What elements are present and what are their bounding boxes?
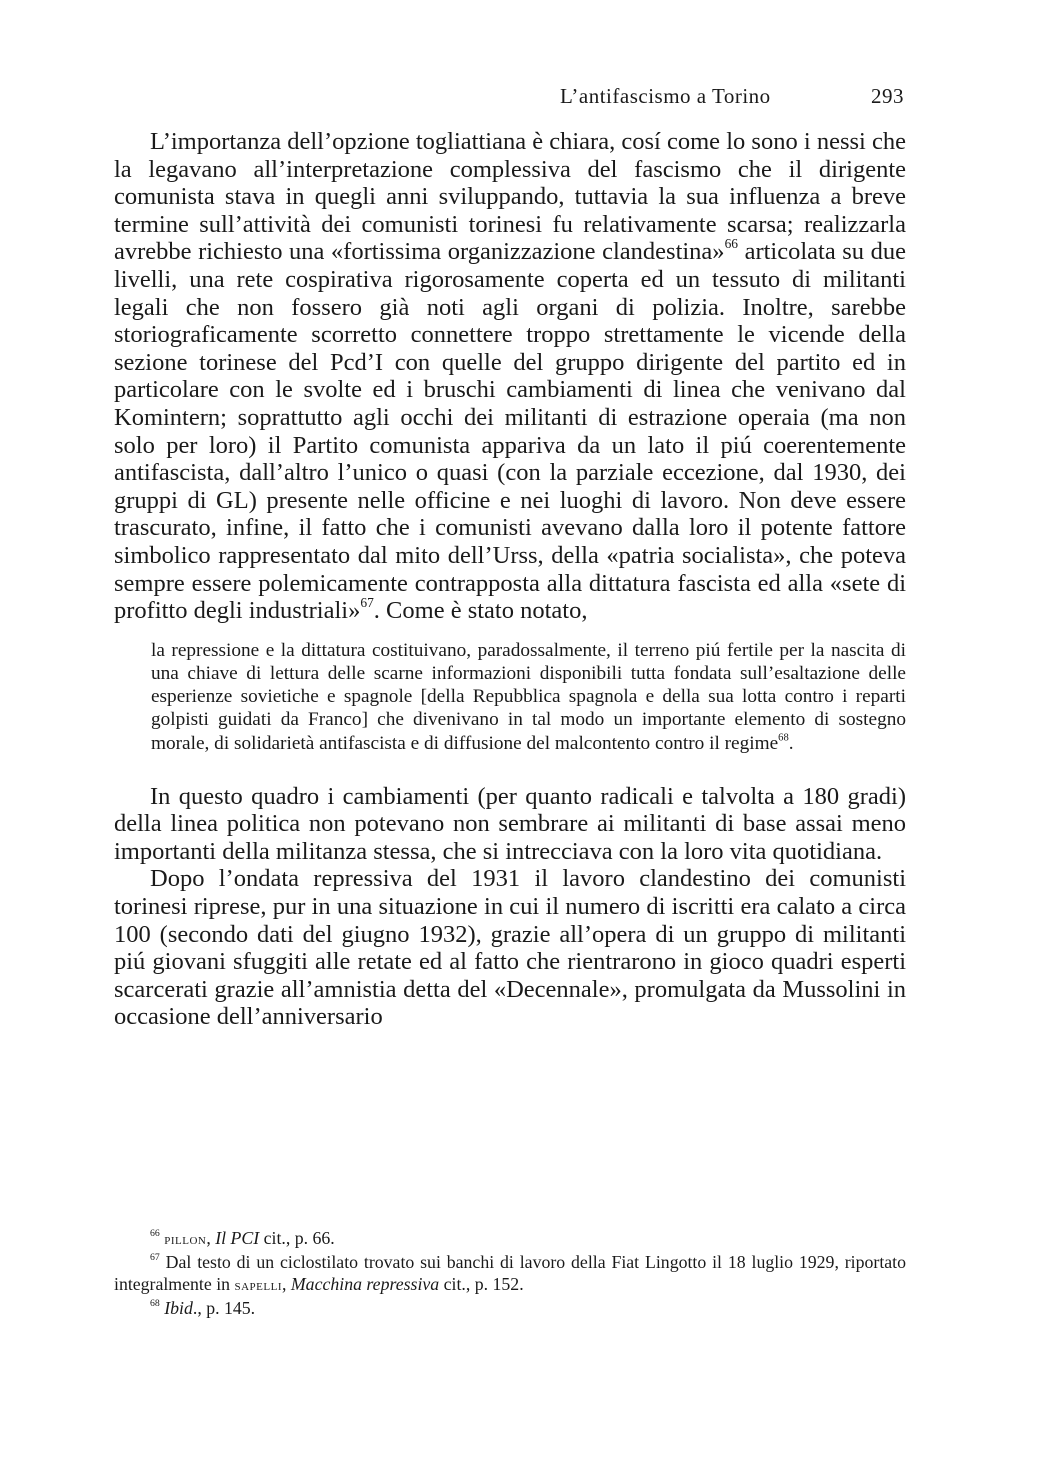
footnote-text: ., p. 145. (192, 1297, 256, 1318)
footnote-title: Ibid (164, 1297, 193, 1318)
footnote-number: 66 (150, 1228, 160, 1240)
footnote-number: 68 (150, 1297, 160, 1309)
footnote (114, 1227, 906, 1251)
paragraph-text: . Come è stato notato, (373, 597, 588, 625)
page-number: 293 (871, 84, 904, 108)
body-paragraph: In questo quadro i cambiamenti (per quanto radicali e talvolta a 180 gradi) della linea politica non potevano non sembrare ai militanti di base assai meno importanti della militanza stessa, che si intrecciava con la loro vita quotidiana. (114, 782, 906, 865)
running-title: L’antifascismo a Torino (560, 84, 771, 108)
quote-end: . (788, 732, 794, 754)
paragraph-text: L’importanza dell’opzione togliattiana è chiara, cosí come lo sono i nessi che la legavano all’interpretazione complessiva del fascismo che il dirigente comunista stava in quegli anni sviluppando, tuttavia la sua influenza a breve termine sull’attività dei comunisti torinesi fu relativamente scarsa; realizzarla avrebbe richiesto una «fortissima organizzazione clandestina» (114, 128, 906, 266)
footnote-text: Dal testo di un ciclostilato trovato sui banchi di lavoro della Fiat Lingotto il 18 luglio 1929, riportato integralmente in (114, 1251, 906, 1295)
body-paragraph (114, 128, 906, 625)
main-text (114, 128, 906, 1031)
footnote (114, 1251, 906, 1297)
quote-text: la repressione e la dittatura costituivano, paradossalmente, il terreno piú fertile per la nascita di una chiave di lettura delle scarne informazioni disponibili tutta fondata sull’esaltazione delle esperienze sovietiche e spagnole [della Repubblica spagnola e della sua lotta contro i reparti golpisti guidati da Franco] che divenivano in tal modo un importante elemento di sostegno morale, di solidarietà antifascista e di diffusione del malcontento contro il regime (151, 639, 906, 754)
footnote-text: , (281, 1274, 291, 1295)
footnote-title: Il PCI (215, 1228, 260, 1248)
body-paragraph: Dopo l’ondata repressiva del 1931 il lavoro clandestino dei comunisti torinesi riprese, pur in una situazione in cui il numero di iscritti era calato a circa 100 (secondo dati del giugno 1932), grazie all’opera di un gruppo di militanti piú giovani sfuggiti alle retate ed al fatto che rientrarono in gioco quadri esperti scarcerati grazie all’amnistia detta del «Decennale», promulgata da Mussolini in occasione dell’anniversario (114, 865, 906, 1031)
footnote-reference: 68 (778, 732, 789, 744)
footnote-text: cit., p. 66. (259, 1228, 335, 1248)
footnote-author: pillon (164, 1229, 207, 1248)
footnote-text: cit., p. 152. (439, 1274, 524, 1295)
paragraph-text: articolata su due livelli, una rete cospirativa rigorosamente coperta ed un tessuto di militanti legali che non fossero già noti agli organi di polizia. Inoltre, sarebbe storiograficamente scorretto connettere troppo strettamente le vicende della sezione torinese del Pcd’I con quelle del gruppo dirigente del partito ed in particolare con le svolte ed i bruschi cambiamenti di linea che venivano dal Komintern; soprattutto agli occhi dei militanti di estrazione operaia (ma non solo per loro) il Partito comunista appariva da un lato il piú coerentemente antifascista, dall’altro l’unico o quasi (con la parziale eccezione, dal 1930, dei gruppi di GL) presente nelle officine e nei luoghi di lavoro. Non deve essere trascurato, infine, il fatto che i comunisti avevano dalla loro il potente fattore simbolico rappresentato dal mito dell’Urss, della «patria socialista», che poteva sempre essere polemicamente contrapposta alla dittatura fascista ed alla «sete di profitto degli industriali» (114, 238, 906, 625)
footnote-number: 67 (150, 1251, 160, 1263)
footnote-title: Macchina repressiva (290, 1274, 440, 1295)
footnote-text: , (206, 1228, 216, 1248)
block-quote (151, 639, 906, 755)
footnote-author: sapelli (234, 1275, 282, 1295)
footnote-reference: 66 (724, 236, 739, 252)
footnote-reference: 67 (360, 595, 374, 611)
running-head (560, 84, 904, 114)
footnote (114, 1297, 906, 1320)
footnotes (114, 1227, 906, 1319)
